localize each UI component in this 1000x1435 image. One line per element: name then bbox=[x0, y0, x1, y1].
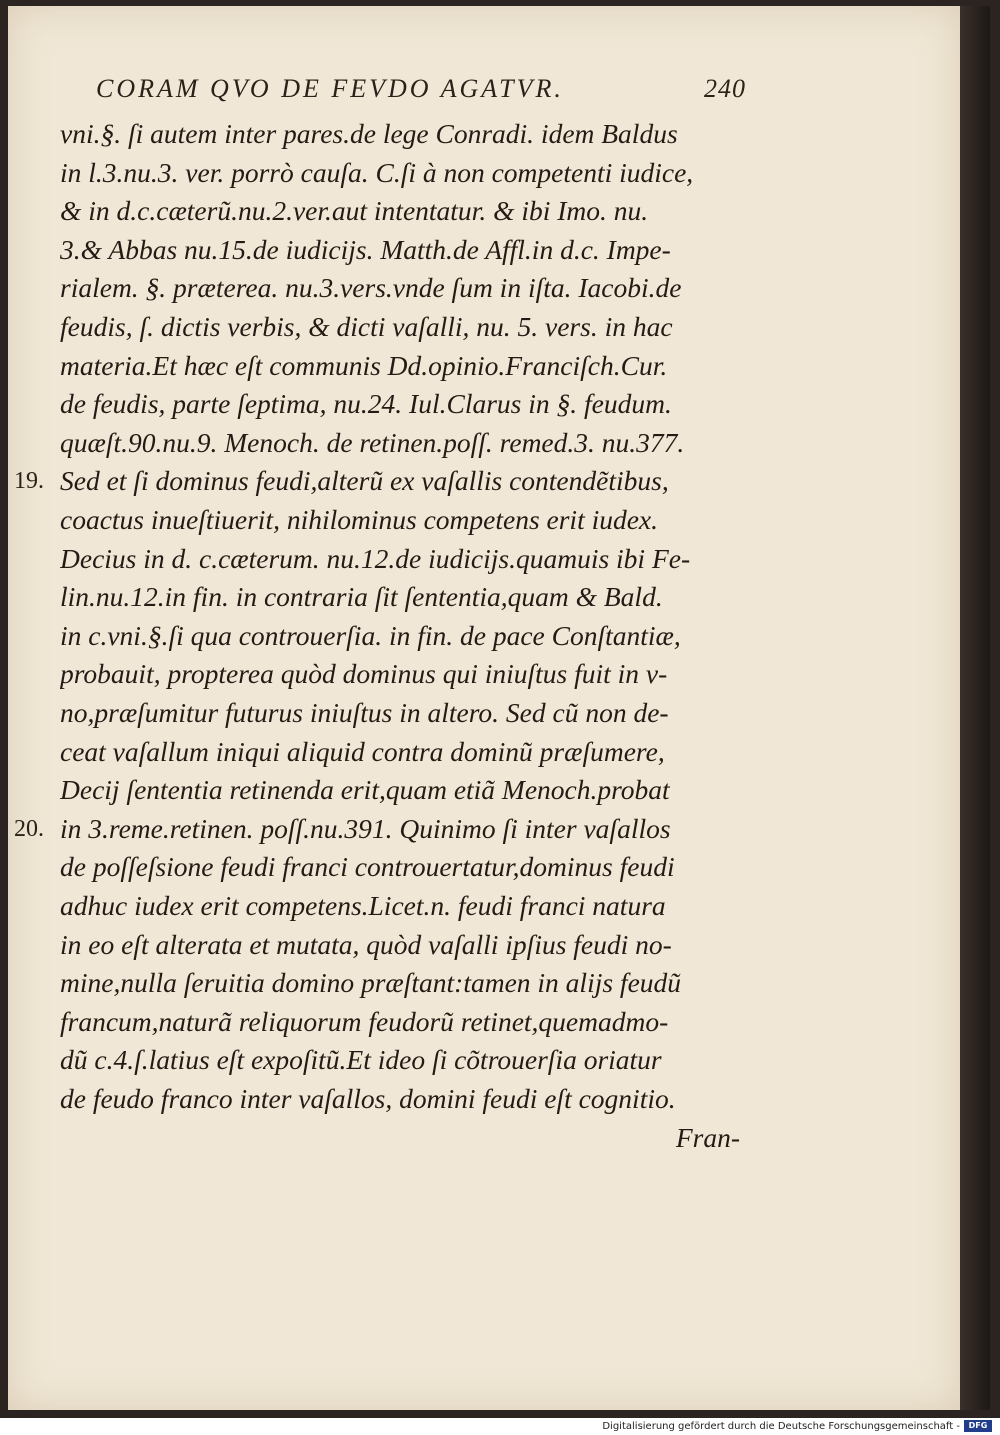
text-line: francum,naturã reliquorum feudorũ retinet,quemadmo- bbox=[60, 1005, 669, 1037]
text-line: mine,nulla ſeruitia domino præſtant:tamen in alijs feudũ bbox=[60, 967, 682, 999]
text-line: de poſſeſsione feudi franci controuertatur,dominus feudi bbox=[60, 851, 675, 883]
text-line: vni.§. ſi autem inter pares.de lege Conradi. idem Baldus bbox=[60, 118, 678, 149]
text-line: in 3.reme.retinen. poſſ.nu.391. Quinimo ſi inter vaſallos bbox=[60, 812, 671, 844]
text-line: in l.3.nu.3. ver. porrò cauſa. C.ſi à non competenti iudice, bbox=[60, 156, 694, 188]
text-line: in c.vni.§.ſi qua controuerſia. in fin. de pace Conſtantiæ, bbox=[60, 619, 681, 651]
running-header bbox=[96, 74, 746, 108]
text-line: Decius in d. c.cæterum. nu.12.de iudicijs.quamuis ibi Fe- bbox=[60, 542, 691, 574]
page-edge bbox=[960, 6, 990, 1410]
text-line: no,præſumitur futurus iniuſtus in altero. Sed cũ non de- bbox=[60, 697, 669, 728]
text-line: de feudo franco inter vaſallos, domini feudi eſt cognitio. bbox=[60, 1083, 676, 1114]
text-line: Sed et ſi dominus feudi,alterũ ex vaſallis contendẽtibus, bbox=[60, 465, 669, 497]
text-line: rialem. §. præterea. nu.3.vers.vnde ſum in iſta. Iacobi.de bbox=[60, 272, 682, 304]
text-line: 3.& Abbas nu.15.de iudicijs. Matth.de Affl.in d.c. Impe- bbox=[60, 233, 671, 265]
text-line: in eo eſt alterata et mutata, quòd vaſalli ipſius feudi no- bbox=[60, 928, 672, 960]
text-line: dũ c.4.ſ.latius eſt expoſitũ.Et ideo ſi cõtrouerſia oriatur bbox=[60, 1044, 662, 1076]
text-line: quæſt.90.nu.9. Menoch. de retinen.poſſ. remed.3. nu.377. bbox=[60, 426, 685, 458]
text-line: coactus inueſtiuerit, nihilominus competens erit iudex. bbox=[60, 504, 659, 535]
margin-number: 20. bbox=[14, 815, 44, 842]
folio-number: 240 bbox=[704, 74, 746, 103]
footer-bar bbox=[0, 1418, 1000, 1435]
text-line: feudis, ſ. dictis verbis, & dicti vaſalli, nu. 5. vers. in hac bbox=[60, 311, 673, 342]
running-title: CORAM QVO DE FEVDO AGATVR. bbox=[96, 74, 564, 103]
text-line: lin.nu.12.in fin. in contraria ſit ſententia,quam & Bald. bbox=[60, 581, 663, 613]
dfg-logo-icon: DFG bbox=[964, 1420, 992, 1432]
text-line: ceat vaſallum iniqui aliquid contra dominũ præſumere, bbox=[60, 735, 665, 767]
text-line: de feudis, parte ſeptima, nu.24. Iul.Clarus in §. feudum. bbox=[60, 388, 672, 420]
catchword: Fran- bbox=[675, 1121, 740, 1153]
text-line: adhuc iudex erit competens.Licet.n. feudi franci natura bbox=[60, 890, 666, 921]
text-line: materia.Et hæc eſt communis Dd.opinio.Franciſch.Cur. bbox=[60, 349, 668, 381]
text-line: & in d.c.cæterũ.nu.2.ver.aut intentatur. & ibi Imo. nu. bbox=[60, 195, 649, 227]
margin-number: 19. bbox=[14, 468, 44, 495]
funding-credit: Digitalisierung gefördert durch die Deutsche Forschungsgemeinschaft - bbox=[602, 1421, 960, 1432]
text-line: probauit, propterea quòd dominus qui iniuſtus fuit in v- bbox=[60, 658, 668, 690]
text-line: Decij ſententia retinenda erit,quam etiã Menoch.probat bbox=[60, 774, 670, 806]
